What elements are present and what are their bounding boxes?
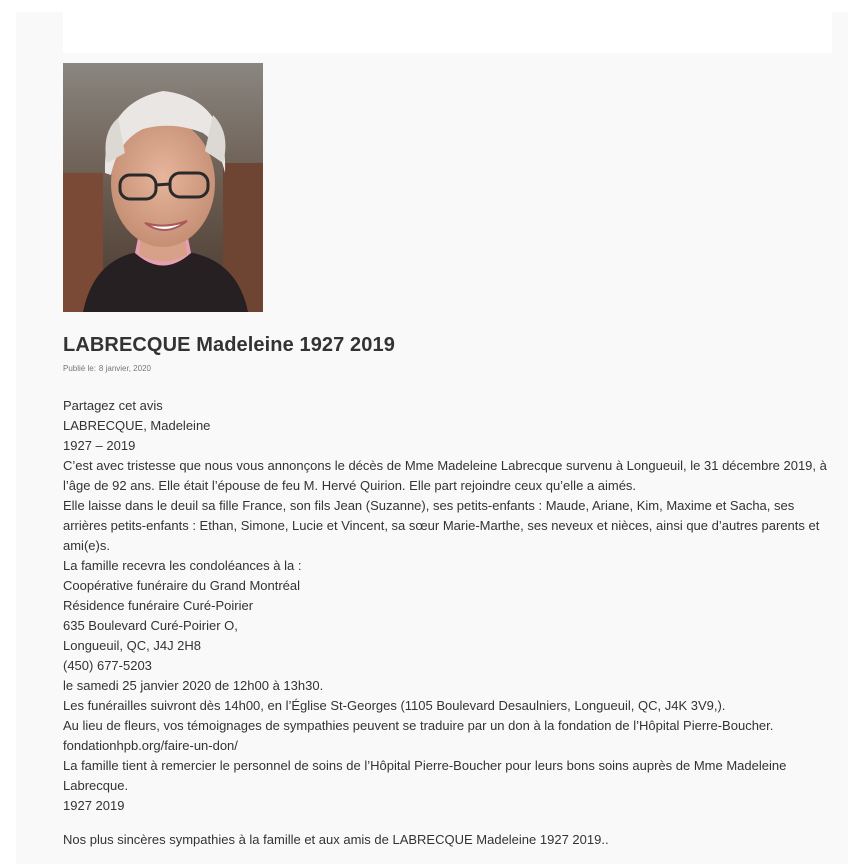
funeral-home-name: Résidence funéraire Curé-Poirier — [63, 598, 254, 613]
published-label: Publié le: — [63, 364, 96, 373]
survivors-paragraph: Elle laisse dans le deuil sa fille France, son fils Jean (Suzanne), ses petits-enfants : Maude, Ariane, Kim, Maxime et Sacha, ses arrières petits-enfants : Ethan, Simone, Lucie et Vincent, sa sœur Marie-Marthe, ses neveux et nièces, ainsi que d’autres parents et ami(e)s. — [63, 498, 820, 553]
thanks-paragraph: La famille tient à remercier le personnel de soins de l’Hôpital Pierre-Boucher pour leurs bons soins auprès de Mme Madeleine Labrecque. — [63, 758, 787, 793]
condolences-intro: La famille recevra les condoléances à la : — [63, 558, 302, 573]
share-notice-text: Partagez cet avis — [63, 398, 163, 413]
years-line: 1927 – 2019 — [63, 438, 136, 453]
published-date-value: 8 janvier, 2020 — [98, 364, 151, 373]
years-footer: 1927 2019 — [63, 798, 125, 813]
cooperative-name: Coopérative funéraire du Grand Montréal — [63, 578, 301, 593]
funeral-info: Les funérailles suivront dès 14h00, en l’Église St-Georges (1105 Boulevard Desaulniers, Longueuil, QC, J4K 3V9,). — [63, 698, 726, 713]
obituary-page — [16, 12, 848, 864]
donation-link: fondationhpb.org/faire-un-don/ — [63, 738, 238, 753]
header-bar — [63, 12, 832, 53]
visitation-time: le samedi 25 janvier 2020 de 12h00 à 13h30. — [63, 678, 324, 693]
published-date — [63, 364, 154, 373]
address-line: 635 Boulevard Curé-Poirier O, — [63, 618, 238, 633]
donation-info: Au lieu de fleurs, vos témoignages de sympathies peuvent se traduire par un don à la fondation de l’Hôpital Pierre-Boucher. — [63, 718, 774, 733]
obituary-body — [63, 396, 838, 816]
name-line: LABRECQUE, Madeleine — [63, 418, 211, 433]
obituary-title: LABRECQUE Madeleine 1927 2019 — [63, 334, 395, 356]
portrait-photo — [63, 63, 263, 312]
phone-line: (450) 677-5203 — [63, 658, 152, 673]
sympathy-message: Nos plus sincères sympathies à la famille et aux amis de LABRECQUE Madeleine 1927 2019.. — [63, 832, 609, 847]
portrait-image — [63, 63, 263, 312]
death-announcement: C’est avec tristesse que nous vous annonçons le décès de Mme Madeleine Labrecque survenu à Longueuil, le 31 décembre 2019, à l’âge de 92 ans. Elle était l’épouse de feu M. Hervé Quirion. Elle part rejoindre ceux qu’elle a aimés. — [63, 458, 827, 493]
city-line: Longueuil, QC, J4J 2H8 — [63, 638, 202, 653]
